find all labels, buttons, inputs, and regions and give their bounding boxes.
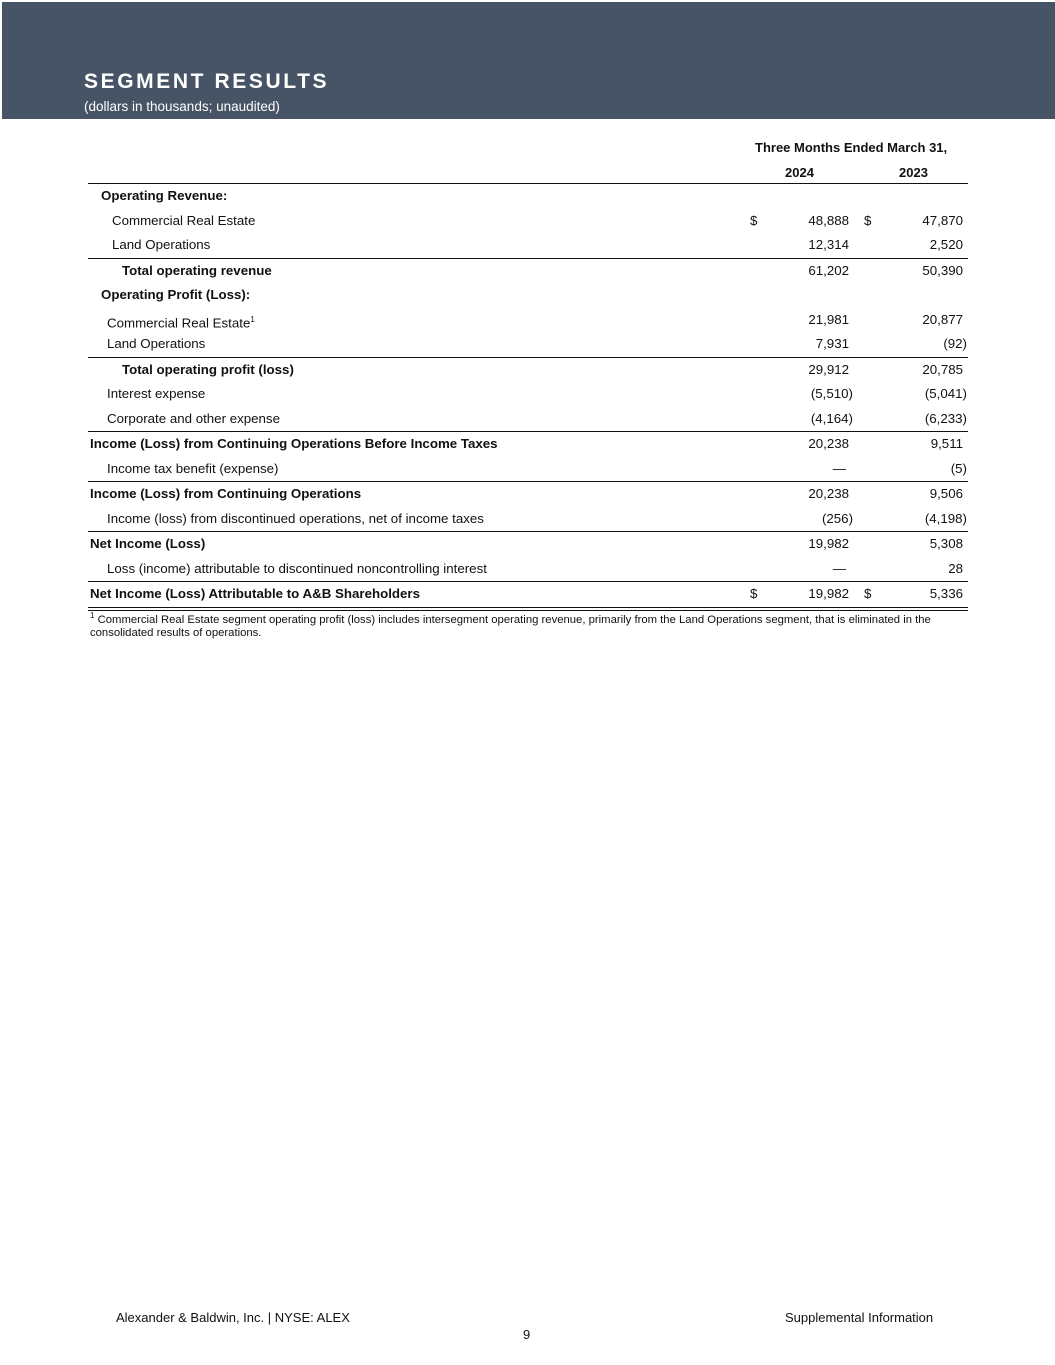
period-header: Three Months Ended March 31, [755,140,948,155]
table-row [88,382,968,407]
row-label-text: Total operating revenue [122,262,272,278]
table-row [88,481,968,507]
row-label-text: Net Income (Loss) Attributable to A&B Shareholders [90,586,420,601]
value-2024: 48,888 [808,212,849,228]
value-2023: 47,870 [922,212,963,228]
value-2023: 9,506 [929,486,963,501]
page-number: 9 [523,1327,531,1342]
year-2023-header: 2023 [899,165,928,180]
value-2023: 9,511 [930,436,963,451]
page-title: SEGMENT RESULTS [84,70,330,93]
value-2024: 12,314 [808,237,849,252]
value-2023: (4,198) [924,510,967,526]
value-2024: (256) [821,510,853,526]
footnote-ref: 1 [250,314,255,324]
row-label-text: Corporate and other expense [107,410,280,426]
value-2023: (5,041) [924,386,967,401]
table-row [88,581,968,611]
value-2024: (4,164) [810,410,853,426]
table-row [88,557,968,582]
row-label-text: Operating Revenue: [101,188,228,203]
row-label [90,582,420,607]
row-label [107,557,487,582]
value-2023: 20,877 [922,311,963,327]
table-row [88,233,968,258]
row-label [107,382,205,407]
row-label [107,457,278,482]
value-2024: 19,982 [808,586,849,601]
row-label [122,358,294,383]
value-2024: (5,510) [810,386,853,401]
row-label-text: Net Income (Loss) [90,536,206,551]
row-label [112,233,210,258]
row-label [107,407,280,432]
table-row [88,332,968,357]
value-2024: 61,202 [808,262,849,278]
row-label-text: Income (Loss) from Continuing Operations Before Income Taxes [90,436,498,451]
row-label-text: Income (loss) from discontinued operations, net of income taxes [107,510,484,526]
table-row [88,258,968,284]
page-subtitle: (dollars in thousands; unaudited) [84,99,280,114]
value-2023: 20,785 [922,361,963,377]
table-row [88,184,968,209]
table-row [88,507,968,532]
footnote-text: Commercial Real Estate segment operating profit (loss) includes intersegment operating revenue, primarily from the Land Operations segment, that is eliminated in the consolidated results of operations. [90,613,931,639]
row-label-text: Loss (income) attributable to discontinued noncontrolling interest [107,560,487,576]
footer-right: Supplemental Information [785,1310,934,1325]
row-label [90,432,498,457]
row-label-text: Land Operations [107,336,206,351]
value-2024: 20,238 [808,486,849,501]
row-label-text: Land Operations [112,237,211,252]
table-row [88,457,968,482]
row-label [101,283,250,308]
value-2023: (5) [950,460,967,476]
value-2024: 21,981 [808,311,849,327]
row-label [122,259,272,284]
value-2023: 50,390 [922,262,963,278]
row-label-text: Interest expense [107,386,206,401]
segment-results-table [88,183,968,611]
value-2024: — [832,460,846,476]
row-label-text: Income tax benefit (expense) [107,460,279,476]
table-row [88,357,968,383]
value-2023: 28 [948,560,963,576]
footnote-marker: 1 [90,611,95,620]
year-2024-header: 2024 [785,165,814,180]
row-label [107,507,484,532]
row-label-text: Commercial Real Estate [112,212,256,228]
table-row [88,283,968,308]
value-2024: 7,931 [815,336,849,351]
table-row [88,209,968,234]
currency-symbol: $ [864,212,872,228]
row-label [101,184,227,209]
value-2024: 20,238 [808,436,849,451]
value-2024: 19,982 [808,536,849,551]
value-2024: 29,912 [808,361,849,377]
value-2023: (6,233) [924,410,967,426]
value-2023: 5,308 [929,536,963,551]
value-2023: 5,336 [929,586,963,601]
row-label-text: Total operating profit (loss) [122,361,294,377]
currency-symbol: $ [750,212,758,228]
value-2023: (92) [943,336,967,351]
row-label [90,532,205,557]
table-row [88,407,968,432]
row-label-text: Operating Profit (Loss): [101,287,251,302]
table-row [88,531,968,557]
currency-symbol: $ [864,586,872,601]
value-2024: — [832,560,846,576]
footnote [90,609,970,640]
value-2023: 2,520 [929,237,963,252]
row-label-text: Commercial Real Estate [107,314,251,330]
table-row [88,431,968,457]
footer-company: Alexander & Baldwin, Inc. | NYSE: ALEX [116,1310,350,1325]
row-label [90,482,361,507]
row-label [112,209,255,234]
row-label-text: Income (Loss) from Continuing Operations [90,486,362,501]
currency-symbol: $ [750,586,758,601]
row-label [107,332,205,357]
table-row [88,308,968,333]
